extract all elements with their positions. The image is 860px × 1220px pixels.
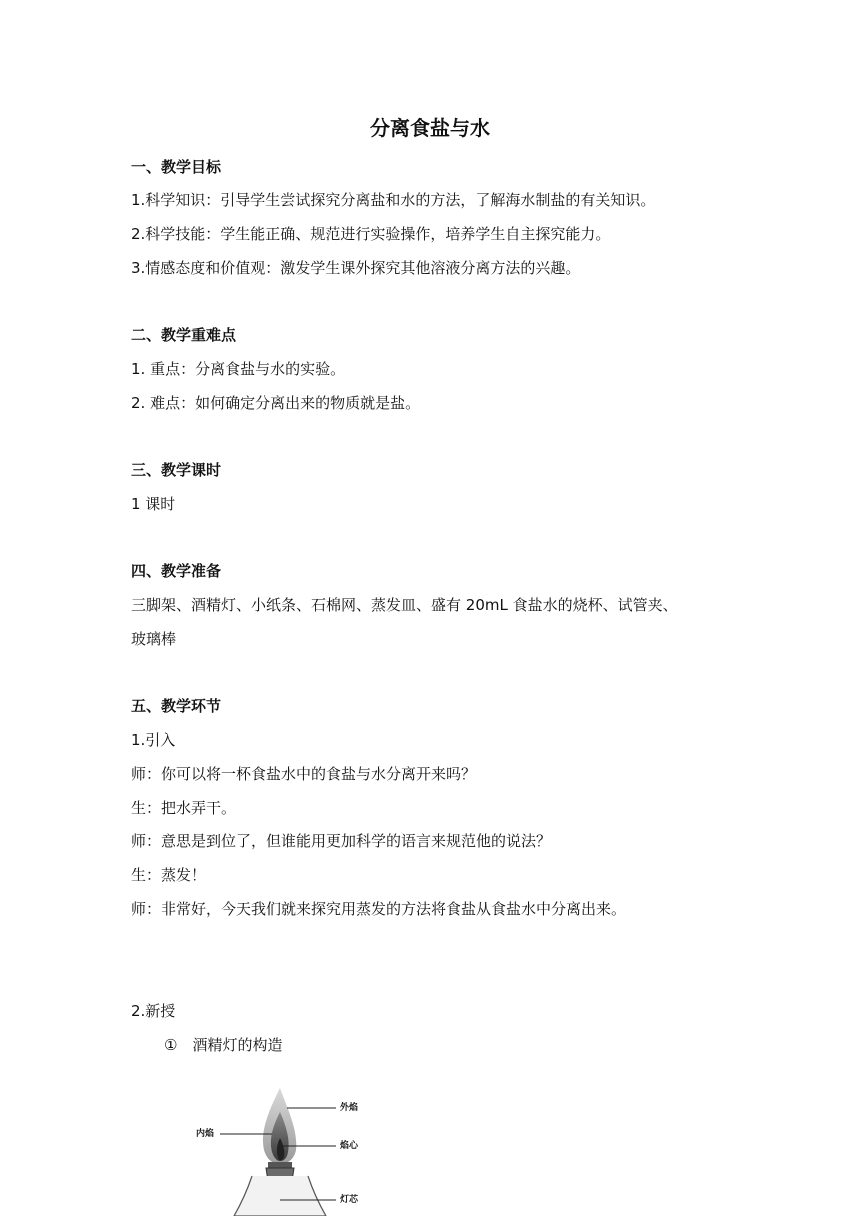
objective-item-3: 3.情感态度和价值观：激发学生课外探究其他溶液分离方法的兴趣。: [131, 259, 581, 277]
section-heading-objectives: 一、教学目标: [131, 158, 222, 176]
section-heading-hours: 三、教学课时: [131, 461, 222, 479]
dialogue-line-3: 师：意思是到位了，但谁能用更加科学的语言来规范他的说法？: [131, 832, 552, 850]
lamp-body-shape: [234, 1176, 326, 1216]
outer-flame-label: 外焰: [340, 1103, 359, 1113]
hours-text: 1 课时: [131, 495, 176, 513]
alcohol-lamp-structure-item: ① 酒精灯的构造: [164, 1036, 283, 1054]
alcohol-lamp-figure: [190, 1084, 370, 1216]
page-title: 分离食盐与水: [370, 116, 490, 140]
intro-label: 1.引入: [131, 731, 176, 749]
wick-label: 灯芯: [340, 1195, 359, 1205]
dialogue-line-1: 师：你可以将一杯食盐水中的食盐与水分离开来吗？: [131, 765, 477, 783]
dialogue-line-5: 师：非常好，今天我们就来探究用蒸发的方法将食盐从食盐水中分离出来。: [131, 900, 627, 918]
section-heading-preparation: 四、教学准备: [131, 562, 222, 580]
objective-item-1: 1.科学知识：引导学生尝试探究分离盐和水的方法，了解海水制盐的有关知识。: [131, 191, 656, 209]
dialogue-line-4: 生：蒸发！: [131, 866, 207, 884]
key-point-item-2: 2. 难点：如何确定分离出来的物质就是盐。: [131, 394, 421, 412]
section-heading-key-points: 二、教学重难点: [131, 326, 237, 344]
section-heading-process: 五、教学环节: [131, 697, 222, 715]
flame-core-label: 焰心: [340, 1141, 359, 1151]
key-point-item-1: 1. 重点：分离食盐与水的实验。: [131, 360, 346, 378]
objective-item-2: 2.科学技能：学生能正确、规范进行实验操作，培养学生自主探究能力。: [131, 225, 611, 243]
new-lesson-label: 2.新授: [131, 1002, 176, 1020]
inner-flame-label: 内焰: [196, 1129, 215, 1139]
wick-collar-shape: [268, 1162, 292, 1168]
preparation-line-2: 玻璃棒: [131, 630, 177, 648]
preparation-line-1: 三脚架、酒精灯、小纸条、石棉网、蒸发皿、盛有 20mL 食盐水的烧杯、试管夹、: [131, 596, 678, 614]
dialogue-line-2: 生：把水弄干。: [131, 799, 237, 817]
